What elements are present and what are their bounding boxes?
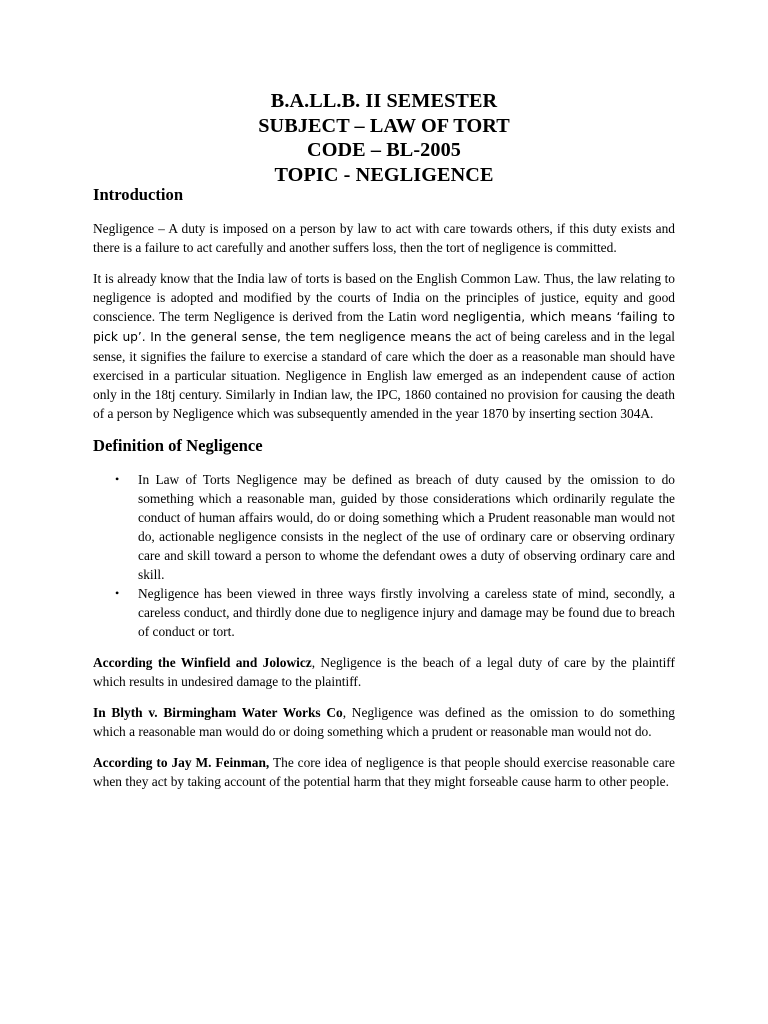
quote-lead: According to Jay M. Feinman, [93, 755, 270, 770]
quote-lead: According the Winfield and Jolowicz [93, 655, 312, 670]
quote-lead: In Blyth v. Birmingham Water Works Co [93, 705, 343, 720]
quote-text: The core idea of negligence is that people should exercise reasonable care when they act by taking account of the potential harm that they might forseable cause harm to other people. [93, 755, 675, 789]
subject-title: SUBJECT – LAW OF TORT [258, 114, 510, 137]
intro-paragraph-2-part-a: It is already know that the India law of torts is based on the English Common Law. Thus, the law relating to negligence is adopted and modified by the courts of India on the principles of justice, equity and good conscience. The term Negligence is derived from the Latin word [93, 271, 675, 324]
quote-winfield [93, 653, 675, 691]
definition-bullet-list [93, 470, 675, 641]
introduction-heading: Introduction [93, 185, 184, 204]
bullet-icon: • [115, 472, 120, 486]
intro-paragraph-2 [93, 269, 675, 423]
intro-paragraph-2-etymology: negligentia, which means ‘failing to pick up’. In the general sense, the tem negligence means [93, 310, 675, 344]
topic-title: TOPIC - NEGLIGENCE [274, 163, 494, 186]
list-item [93, 470, 675, 584]
bullet-text: In Law of Torts Negligence may be defined as breach of duty caused by the omission to do something which a reasonable man, guided by those considerations which ordinarily regulate the conduct of human affairs would, do or doing something which a Prudent reasonable man would not do, actionable negligence consists in the neglect of the use of ordinary care or observing ordinary care and skill toward a person to whome the defendant owes a duty of observing ordinary care and skill. [138, 472, 675, 582]
list-item [93, 584, 675, 641]
intro-paragraph-2-part-c: the act of being careless and in the legal sense, it signifies the failure to exercise a standard of care which the doer as a reasonable man should have exercised in a particular situation. Negligence in English law emerged as an independent cause of action only in the 18tj century. Similarly in Indian law, the IPC, 1860 contained no provision for causing the death of a person by Negligence which was subsequently amended in the year 1870 by inserting section 304A. [93, 329, 675, 421]
bullet-text: Negligence has been viewed in three ways firstly involving a careless state of mind, secondly, a careless conduct, and thirdly done due to negligence injury and damage may be found due to breach of conduct or tort. [138, 586, 675, 639]
quote-feinman [93, 753, 675, 791]
bullet-icon: • [115, 586, 120, 600]
intro-paragraph-1: Negligence – A duty is imposed on a person by law to act with care towards others, if this duty exists and there is a failure to act carefully and another suffers loss, then the tort of negligence is committed. [93, 221, 675, 255]
definition-heading: Definition of Negligence [93, 436, 263, 455]
quote-blyth [93, 703, 675, 741]
course-title: B.A.LL.B. II SEMESTER [270, 90, 498, 112]
code-title: CODE – BL-2005 [307, 139, 461, 161]
quote-text: , Negligence is the beach of a legal duty of care by the plaintiff which results in undesired damage to the plaintiff. [93, 655, 675, 689]
quote-text: , Negligence was defined as the omission to do something which a reasonable man would do or doing something which a prudent or reasonable man would not do. [93, 705, 675, 739]
title-block [93, 0, 675, 187]
